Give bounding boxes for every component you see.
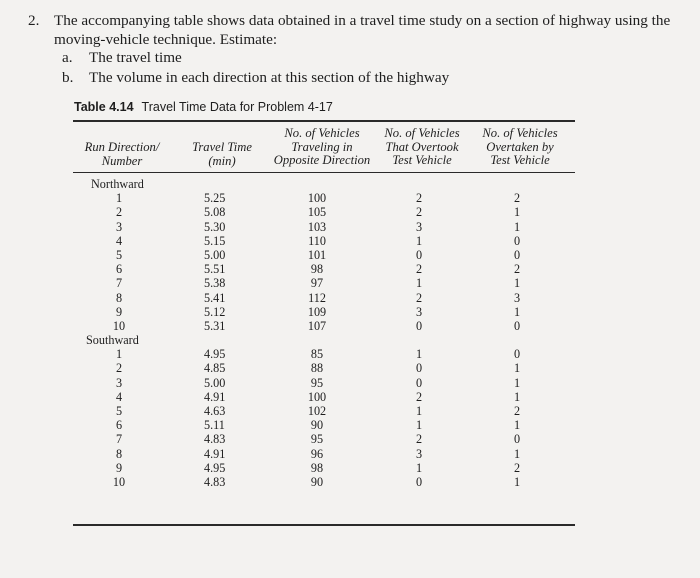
- run-number: 9: [115, 460, 123, 475]
- overtook-cell: 1: [415, 276, 423, 291]
- overtaken-cell: 2: [513, 460, 521, 475]
- overtook-cell: 1: [415, 404, 423, 418]
- overtook-cell: 0: [415, 361, 423, 376]
- overtaken-cell: 0: [513, 233, 521, 248]
- overtook-cell: 1: [415, 347, 423, 362]
- overtook-cell: 2: [415, 191, 423, 206]
- travel-time-cell: 5.25: [204, 191, 226, 206]
- opposite-direction-cell: 90: [310, 418, 324, 433]
- table-top-rule: [73, 120, 575, 122]
- run-number: 9: [115, 304, 123, 319]
- overtook-cell: 2: [415, 205, 423, 220]
- run-number: 5: [115, 404, 123, 418]
- opposite-direction-cell: 98: [310, 262, 324, 277]
- travel-time-cell: 4.91: [204, 389, 226, 404]
- overtaken-cell: 1: [513, 389, 521, 404]
- run-number: 1: [115, 347, 123, 362]
- run-number: 7: [115, 276, 123, 291]
- table-bottom-rule: [73, 524, 575, 526]
- opposite-direction-cell: 100: [307, 389, 327, 404]
- overtook-cell: 3: [415, 304, 423, 319]
- run-number: 3: [115, 375, 123, 390]
- overtook-cell: 0: [415, 375, 423, 390]
- run-number: 1: [115, 191, 123, 206]
- header-travel-time: Travel Time (min): [192, 140, 252, 168]
- overtaken-cell: 0: [513, 318, 521, 333]
- table-header-rule: [73, 172, 575, 173]
- overtaken-cell: 3: [513, 290, 521, 305]
- overtaken-cell: 0: [513, 247, 521, 262]
- sub-question-text: The travel time: [89, 49, 182, 66]
- overtook-cell: 0: [415, 474, 423, 489]
- header-run-direction: Run Direction/ Number: [84, 140, 160, 168]
- travel-time-cell: 4.91: [204, 446, 226, 461]
- opposite-direction-cell: 109: [307, 304, 327, 319]
- table-title: Travel Time Data for Problem 4-17: [141, 100, 333, 114]
- travel-time-cell: 4.83: [204, 474, 226, 489]
- header-opposite-direction: No. of Vehicles Traveling in Opposite Direction: [273, 126, 371, 167]
- overtook-cell: 2: [415, 432, 423, 447]
- sub-question-text: The volume in each direction at this section of the highway: [89, 69, 450, 86]
- run-number: 6: [115, 418, 123, 433]
- overtaken-cell: 2: [513, 262, 521, 277]
- travel-time-cell: 5.41: [204, 290, 226, 305]
- opposite-direction-cell: 102: [307, 404, 327, 418]
- opposite-direction-cell: 112: [308, 290, 326, 305]
- overtook-cell: 1: [415, 418, 423, 433]
- overtaken-cell: 1: [513, 361, 521, 376]
- travel-time-cell: 5.38: [204, 276, 226, 291]
- opposite-direction-cell: 98: [310, 460, 324, 475]
- opposite-direction-cell: 85: [310, 347, 324, 362]
- column-travel-time: [204, 191, 225, 489]
- table-label: Table 4.14: [74, 100, 134, 114]
- run-number: 4: [115, 389, 123, 404]
- overtook-cell: 2: [415, 262, 423, 277]
- sub-question-letter: a.: [62, 49, 73, 66]
- overtaken-cell: 2: [513, 404, 521, 418]
- run-number: 10: [112, 474, 126, 489]
- opposite-direction-cell: 97: [310, 276, 324, 291]
- travel-time-cell: 4.95: [204, 460, 226, 475]
- travel-time-cell: 4.85: [204, 361, 226, 376]
- run-number: 6: [115, 262, 123, 277]
- overtook-cell: 1: [415, 233, 423, 248]
- opposite-direction-cell: 95: [310, 375, 324, 390]
- overtook-cell: 0: [415, 318, 423, 333]
- overtaken-cell: 1: [513, 219, 521, 234]
- opposite-direction-cell: 90: [310, 474, 324, 489]
- overtaken-cell: 1: [513, 474, 521, 489]
- travel-time-cell: 5.11: [204, 418, 225, 433]
- run-number: 5: [115, 247, 123, 262]
- column-overtaken-by-test-vehicle: [497, 191, 537, 489]
- run-number: 4: [115, 233, 123, 248]
- run-number: 10: [112, 318, 126, 333]
- column-overtook-test-vehicle: [399, 191, 439, 489]
- header-overtook-test-vehicle: No. of Vehicles That Overtook Test Vehicle: [384, 126, 460, 167]
- overtaken-cell: 0: [513, 432, 521, 447]
- opposite-direction-cell: 96: [310, 446, 324, 461]
- overtaken-cell: 1: [513, 304, 521, 319]
- overtook-cell: 2: [415, 389, 423, 404]
- overtaken-cell: 2: [513, 191, 521, 206]
- opposite-direction-cell: 101: [307, 247, 327, 262]
- overtook-cell: 3: [415, 446, 423, 461]
- sub-question-letter: b.: [62, 69, 74, 86]
- column-opposite-direction: [297, 191, 337, 489]
- run-number: 3: [115, 219, 123, 234]
- overtook-cell: 2: [415, 290, 423, 305]
- opposite-direction-cell: 107: [307, 318, 327, 333]
- overtaken-cell: 1: [513, 418, 521, 433]
- overtaken-cell: 1: [513, 205, 521, 220]
- opposite-direction-cell: 100: [307, 191, 327, 206]
- travel-time-cell: 4.63: [204, 404, 226, 418]
- travel-time-cell: 5.00: [204, 375, 226, 390]
- travel-time-cell: 5.15: [204, 233, 226, 248]
- opposite-direction-cell: 95: [310, 432, 324, 447]
- table-caption: [74, 100, 333, 114]
- travel-time-cell: 5.12: [204, 304, 226, 319]
- section-label-northward: Northward: [91, 177, 144, 191]
- section-label-southward: Southward: [86, 333, 139, 348]
- opposite-direction-cell: 105: [307, 205, 327, 220]
- overtook-cell: 3: [415, 219, 423, 234]
- travel-time-cell: 5.31: [204, 318, 226, 333]
- travel-time-cell: 4.95: [204, 347, 226, 362]
- overtaken-cell: 1: [513, 276, 521, 291]
- opposite-direction-cell: 88: [310, 361, 324, 376]
- run-number: 2: [115, 361, 123, 376]
- run-number: 7: [115, 432, 123, 447]
- problem-number: 2.: [28, 12, 40, 29]
- travel-time-cell: 5.08: [204, 205, 226, 220]
- travel-time-cell: 5.51: [204, 262, 226, 277]
- column-run-number: [86, 177, 149, 489]
- run-number: 8: [115, 446, 123, 461]
- run-number: 2: [115, 205, 123, 220]
- overtaken-cell: 1: [513, 446, 521, 461]
- opposite-direction-cell: 110: [308, 233, 326, 248]
- run-number: 8: [115, 290, 123, 305]
- overtook-cell: 1: [415, 460, 423, 475]
- travel-time-cell: 4.83: [204, 432, 226, 447]
- opposite-direction-cell: 103: [307, 219, 327, 234]
- travel-time-cell: 5.30: [204, 219, 226, 234]
- overtaken-cell: 1: [513, 375, 521, 390]
- travel-time-cell: 5.00: [204, 247, 226, 262]
- overtaken-cell: 0: [513, 347, 521, 362]
- header-overtaken-by-test-vehicle: No. of Vehicles Overtaken by Test Vehicle: [482, 126, 558, 167]
- problem-text: The accompanying table shows data obtained in a travel time study on a section of highway using the moving-vehicle technique. Estimate:: [54, 12, 671, 48]
- overtook-cell: 0: [415, 247, 423, 262]
